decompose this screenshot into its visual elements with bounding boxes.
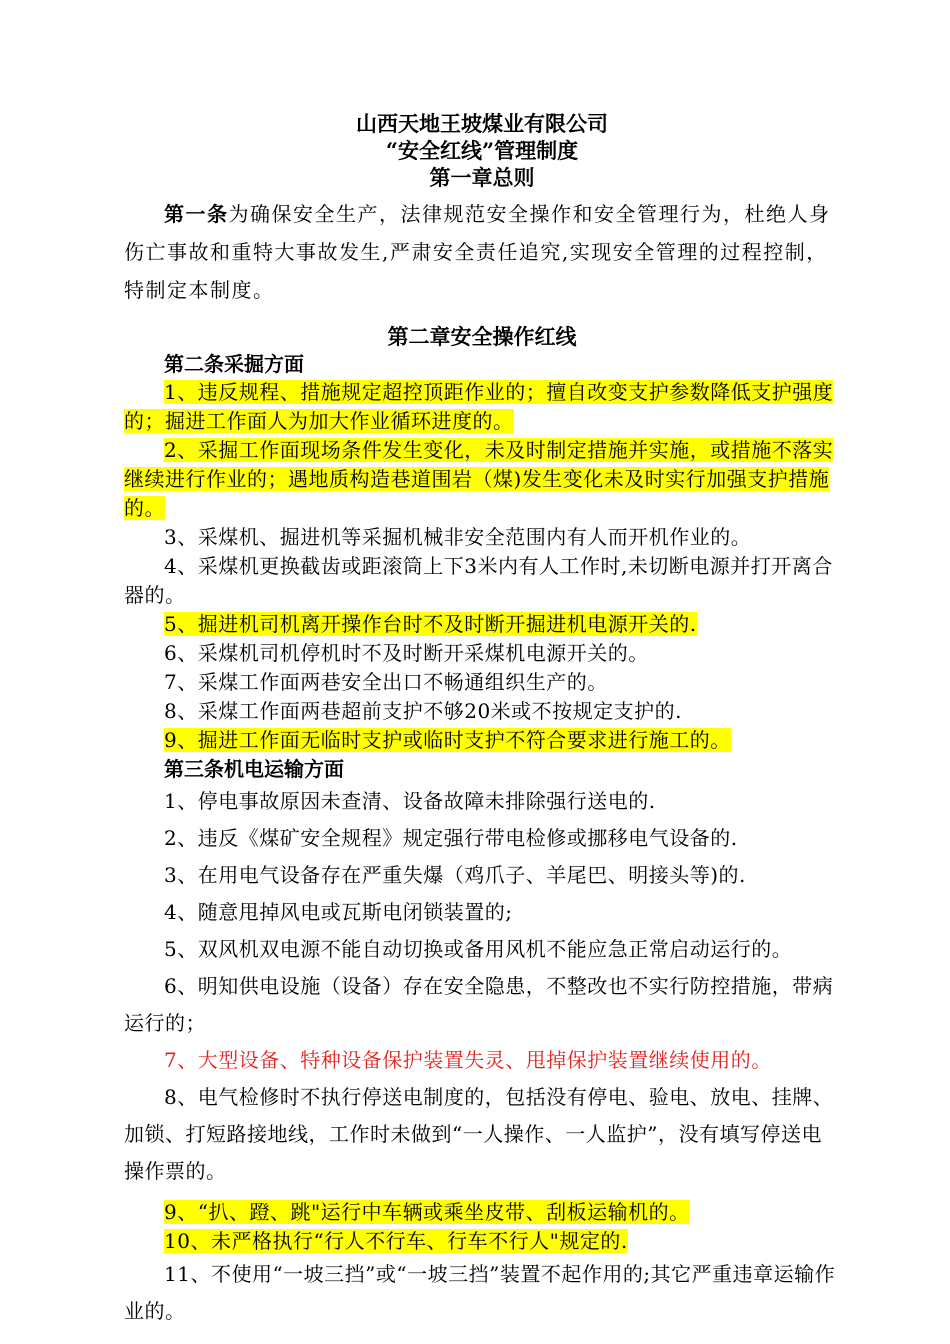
- article-3-item-1: 1、停电事故原因未查清、设备故障未排除强行送电的.: [164, 789, 656, 813]
- article-2-item-4: 4、采煤机更换截齿或距滚筒上下3米内有人工作时,未切断电源并打开离合器的。: [124, 554, 833, 607]
- article-1-text: 为确保安全生产，法律规范安全操作和安全管理行为，杜绝人身伤亡事故和重特大事故发生,严肃安全责任追究,实现安全管理的过程控制，特制定本制度。: [124, 202, 831, 302]
- article-2-item-2: 2、采掘工作面现场条件发生变化，未及时制定措施并实施，或措施不落实继续进行作业的；遇地质构造巷道围岩（煤)发生变化未及时实行加强支护措施的。: [124, 438, 834, 520]
- chapter-1-heading: 第一章总则: [429, 165, 535, 190]
- chapter-2-heading: 第二章安全操作红线: [387, 324, 577, 349]
- document-title: “安全红线”管理制度: [385, 138, 579, 163]
- article-3-item-9: 9、“扒、蹬、跳"运行中车辆或乘坐皮带、刮板运输机的。: [164, 1200, 690, 1224]
- article-3-item-2: 2、违反《煤矿安全规程》规定强行带电检修或挪移电气设备的.: [164, 826, 738, 850]
- article-2-item-5: 5、掘进机司机离开操作台时不及时断开掘进机电源开关的.: [164, 612, 697, 636]
- article-2-title: 第二条采掘方面: [164, 352, 304, 376]
- article-2-item-9: 9、掘进工作面无临时支护或临时支护不符合要求进行施工的。: [164, 728, 731, 752]
- article-1: [124, 195, 840, 309]
- article-2-item-8: 8、采煤工作面两巷超前支护不够20米或不按规定支护的.: [164, 699, 683, 723]
- article-3-item-4: 4、随意甩掉风电或瓦斯电闭锁装置的;: [164, 900, 513, 924]
- article-3-item-7: 7、大型设备、特种设备保护装置失灵、甩掉保护装置继续使用的。: [164, 1048, 772, 1072]
- company-name: 山西天地王坡煤业有限公司: [356, 111, 608, 136]
- article-3-item-3: 3、在用电气设备存在严重失爆（鸡爪子、羊尾巴、明接头等)的.: [164, 863, 746, 887]
- article-2-item-1: 1、违反规程、措施规定超控顶距作业的；擅自改变支护参数降低支护强度的；掘进工作面人为加大作业循环进度的。: [124, 380, 834, 433]
- article-1-label: 第一条: [164, 202, 229, 226]
- article-3-title: 第三条机电运输方面: [164, 757, 344, 781]
- document-page: [124, 110, 840, 1330]
- article-3-item-8: 8、电气检修时不执行停送电制度的，包括没有停电、验电、放电、挂牌、加锁、打短路接地线，工作时未做到“一人操作、一人监护”，没有填写停送电操作票的。: [124, 1085, 834, 1183]
- article-3-item-11: 11、不使用“一坡三挡”或“一坡三挡”装置不起作用的;其它严重违章运输作业的。: [124, 1262, 836, 1323]
- article-3-item-10: 10、未严格执行“行人不行车、行车不行人"规定的.: [164, 1229, 628, 1253]
- article-3-item-5: 5、双风机双电源不能自动切换或备用风机不能应急正常启动运行的。: [164, 937, 793, 961]
- article-2-item-3: 3、采煤机、掘进机等采掘机械非安全范围内有人而开机作业的。: [164, 525, 752, 549]
- article-2-item-7: 7、采煤工作面两巷安全出口不畅通组织生产的。: [164, 670, 608, 694]
- article-3-item-6: 6、明知供电设施（设备）存在安全隐患，不整改也不实行防控措施，带病运行的；: [124, 974, 834, 1035]
- article-2-item-6: 6、采煤机司机停机时不及时断开采煤机电源开关的。: [164, 641, 649, 665]
